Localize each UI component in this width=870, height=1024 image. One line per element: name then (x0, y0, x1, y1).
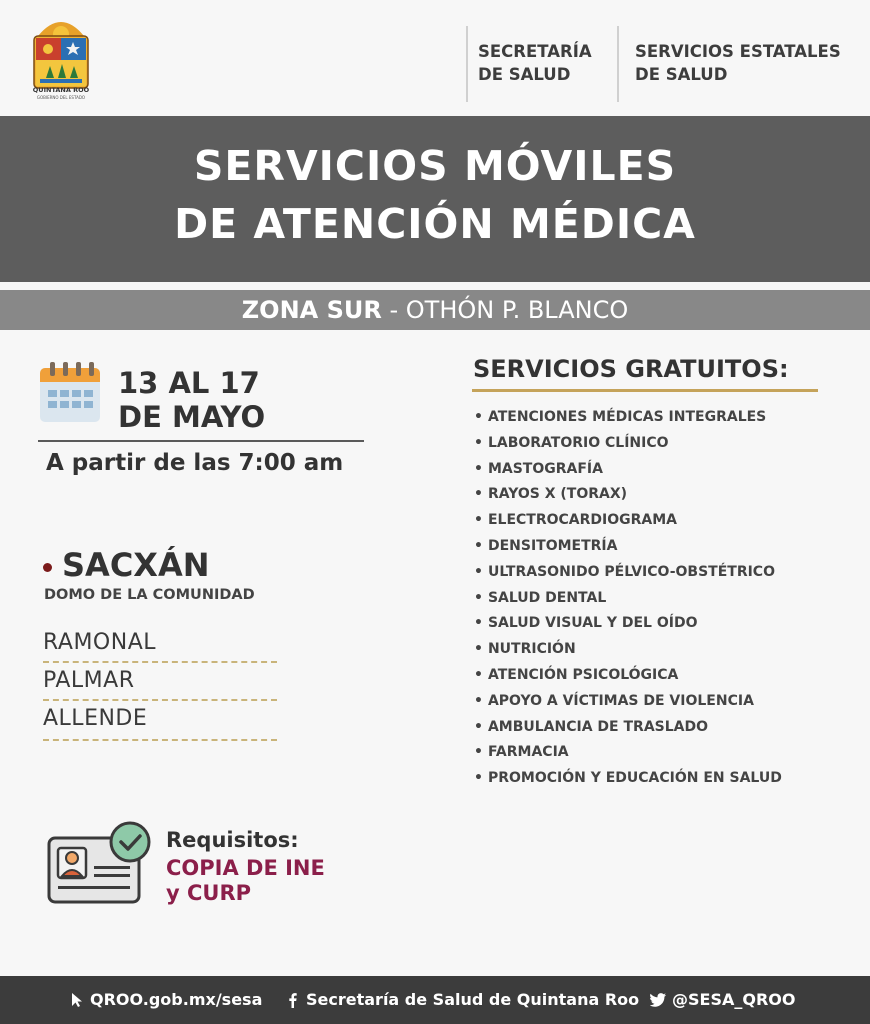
list-item: • LABORATORIO CLÍNICO (474, 435, 782, 461)
logo-subtext: GOBIERNO DEL ESTADO (36, 95, 86, 100)
org1-line1: SECRETARÍA (478, 42, 592, 61)
header-divider (466, 26, 468, 102)
requirement-curp: y CURP (166, 881, 252, 905)
zone-municipality: - OTHÓN P. BLANCO (381, 296, 629, 324)
cursor-icon (70, 992, 84, 1008)
town-divider (43, 699, 277, 701)
town-item: ALLENDE (43, 706, 148, 731)
date-line2: DE MAYO (118, 400, 266, 434)
event-dates (118, 366, 265, 434)
list-item: • APOYO A VÍCTIMAS DE VIOLENCIA (474, 693, 782, 719)
list-item: • NUTRICIÓN (474, 641, 782, 667)
footer-twitter[interactable] (650, 990, 795, 1009)
services-list (474, 409, 782, 796)
town-divider (43, 739, 277, 741)
list-item: • MASTOGRAFÍA (474, 461, 782, 487)
date-divider (38, 440, 364, 442)
zone-name: ZONA SUR (241, 296, 382, 324)
list-item: • ULTRASONIDO PÉLVICO-OBSTÉTRICO (474, 564, 782, 590)
town-item: RAMONAL (43, 630, 157, 655)
location-venue: DOMO DE LA COMUNIDAD (44, 587, 255, 603)
org1-line2: DE SALUD (478, 65, 571, 84)
title-line2: DE ATENCIÓN MÉDICA (174, 200, 696, 248)
facebook-link[interactable]: Secretaría de Salud de Quintana Roo (306, 990, 640, 1009)
town-divider (43, 661, 277, 663)
org-secretaria (478, 40, 592, 86)
twitter-link[interactable]: @SESA_QROO (672, 990, 796, 1009)
list-item: • ELECTROCARDIOGRAMA (474, 512, 782, 538)
footer-facebook[interactable] (286, 990, 639, 1009)
title-band (0, 116, 870, 282)
list-item: • ATENCIONES MÉDICAS INTEGRALES (474, 409, 782, 435)
requirement-ine: COPIA DE INE (166, 856, 325, 880)
footer (0, 976, 870, 1024)
list-item: • SALUD VISUAL Y DEL OÍDO (474, 615, 782, 641)
list-item: • AMBULANCIA DE TRASLADO (474, 719, 782, 745)
twitter-icon (650, 993, 666, 1007)
list-item: • FARMACIA (474, 744, 782, 770)
zone-band (0, 290, 870, 330)
list-item: • RAYOS X (TORAX) (474, 486, 782, 512)
org2-line1: SERVICIOS ESTATALES (635, 42, 841, 61)
facebook-icon (286, 992, 300, 1008)
town-item: PALMAR (43, 668, 135, 693)
header (0, 0, 870, 116)
title-line1: SERVICIOS MÓVILES (193, 142, 677, 190)
logo-text: QUINTANA ROO (32, 86, 90, 94)
requirements-title: Requisitos: (166, 828, 299, 852)
website-link[interactable]: QROO.gob.mx/sesa (90, 990, 263, 1009)
org-servicios (635, 40, 841, 86)
list-item: • DENSITOMETRÍA (474, 538, 782, 564)
event-time: A partir de las 7:00 am (46, 450, 344, 476)
services-divider (472, 389, 818, 392)
services-title: SERVICIOS GRATUITOS: (473, 355, 789, 383)
location-bullet (43, 563, 52, 572)
calendar-icon (38, 360, 102, 424)
header-divider (617, 26, 619, 102)
org2-line2: DE SALUD (635, 65, 728, 84)
list-item: • PROMOCIÓN Y EDUCACIÓN EN SALUD (474, 770, 782, 796)
id-card-check-icon (46, 820, 156, 906)
footer-website[interactable] (70, 990, 262, 1009)
date-line1: 13 AL 17 (118, 366, 260, 400)
list-item: • SALUD DENTAL (474, 590, 782, 616)
list-item: • ATENCIÓN PSICOLÓGICA (474, 667, 782, 693)
location-name: SACXÁN (62, 546, 210, 584)
